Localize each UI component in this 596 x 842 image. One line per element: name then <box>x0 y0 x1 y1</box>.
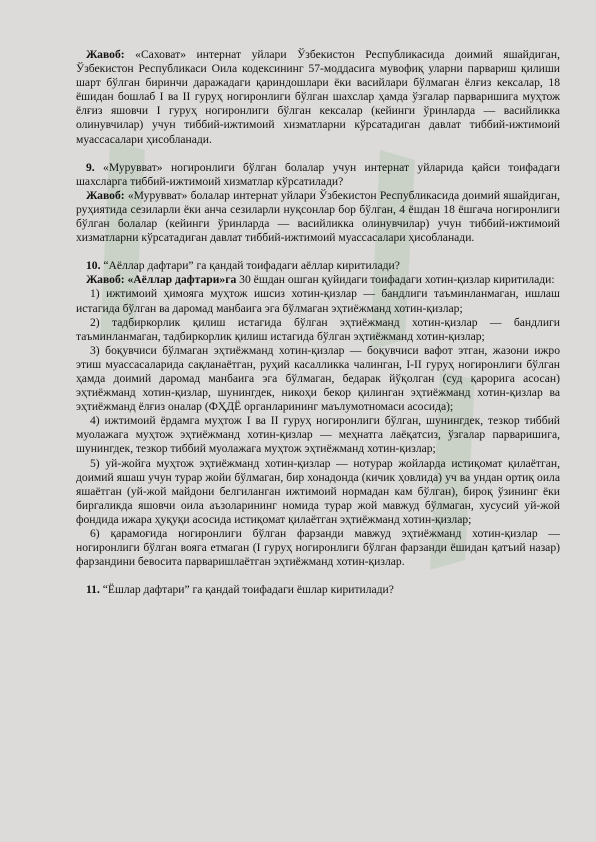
list-item: 2) тадбиркорлик қилиш истагида бўлган эҳтиёжманд хотин-қизлар — бандлиги таъминланмаган, тадбиркорлик қилиш истагида бўлган эҳтиёжманд хотин-қизлар; <box>76 315 560 343</box>
question-number: 11. <box>86 583 100 597</box>
question-11 <box>76 583 560 597</box>
answer-paragraph-10 <box>76 273 560 287</box>
answer-paragraph-8 <box>76 48 560 147</box>
question-text: “Ёшлар дафтари” га қандай тоифадаги ёшлар киритилади? <box>102 583 394 597</box>
question-text: «Мурувват» ногиронлиги бўлган болалар учун интернат уйларида қайси тоифадаги шахсларга тиббий-ижтимоий хизматлар кўрсатилади? <box>76 160 560 188</box>
answer-paragraph-9 <box>76 189 560 245</box>
list-item: 6) қарамоғида ногиронлиги бўлган фарзанди мавжуд эҳтиёжманд хотин-қизлар — ногиронлиги бўлган вояга етмаган (I гуруҳ ногиронлиги бўлган фарзанди ёшидан қатъий назар) фарзандини бевосита парваришлаётган эҳтиёжманд хотин-қизлар. <box>76 527 560 569</box>
answer-lead: Жавоб: «Аёллар дафтари»га <box>86 273 237 287</box>
answer-lead: Жавоб: <box>86 188 125 202</box>
list-item: 1) ижтимоий ҳимояга муҳтож ишсиз хотин-қизлар — бандлиги таъминланмаган, ишлаш истагида бўлган ва даромад манбаига эга бўлмаган эҳтиёжманд хотин-қизлар; <box>76 287 560 315</box>
question-10 <box>76 259 560 273</box>
list-item: 3) боқувчиси бўлмаган эҳтиёжманд хотин-қизлар — боқувчиси вафот этган, жазони ижро этиш муассасаларида сақланаётган, руҳий касалликка чалинган, I-II гуруҳ ногиронлиги бўлган ҳамда доимий даромад манбаига эга бўлмаган, бедарак йўқолган (суд қарорига асосан) эҳтиёжманд хотин-қизлар, шунингдек, никоҳи бекор қилинган эҳтиёжманд хотин-қизлар ва эҳтиёжманд ёлғиз оналар (ФҲДЁ органларининг маълумотномаси асосида); <box>76 343 560 414</box>
document-page <box>76 48 560 597</box>
question-number: 9. <box>86 160 95 174</box>
list-item: 4) ижтимоий ёрдамга муҳтож I ва II гуруҳ ногиронлиги бўлган, шунингдек, тезкор тиббий муолажага муҳтож эҳтиёжманд хотин-қизлар — меҳнатга лаёқатсиз, ўзгалар парваришига, шунингдек, тезкор тиббий муолажага муҳтож эҳтиёжманд хотин-қизлар; <box>76 414 560 456</box>
answer-text: «Саховат» интернат уйлари Ўзбекистон Республикасида доимий яшайдиган, Ўзбекистон Республикаси Оила кодексининг 57-моддасига мувофиқ уларни парвариш қилиши шарт бўлган биринчи даражадаги қариндошлари ёки васийлари бўлмаган ёлғиз кексалар, 18 ёшидан бошлаб I ва II гуруҳ ногиронлиги бўлган шахслар ҳамда ўзгалар парваришига муҳтож ёлғиз яшовчи I гуруҳ ногиронлиги бўлган кексалар (кейинги ўринларда — васийликка олинувчилар) учун тиббий-ижтимоий хизматларни кўрсатадиган давлат тиббий-ижтимоий муассасалари ҳисобланади. <box>76 48 560 146</box>
question-text: “Аёллар дафтари” га қандай тоифадаги аёллар киритилади? <box>103 259 400 273</box>
question-number: 10. <box>86 259 101 273</box>
answer-lead: Жавоб: <box>86 48 125 61</box>
answer-text: «Мурувват» болалар интернат уйлари Ўзбекистон Республикасида доимий яшайдиган, руҳиятида сезиларли ёки анча сезиларли нуқсонлар бор бўлган, 4 ёшдан 18 ёшгача ногиронлиги бўлган болалар (кейинги ўринларда — васийликка олинувчилар) учун тиббий-ижтимоий хизматларни кўрсатадиган давлат тиббий-ижтимоий муассасалари ҳисобланади. <box>76 188 560 245</box>
question-9 <box>76 161 560 189</box>
list-item: 5) уй-жойга муҳтож эҳтиёжманд хотин-қизлар — нотурар жойларда истиқомат қилаётган, доимий яшаш учун турар жойи бўлмаган, бир хонадонда (кичик ҳовлида) уч ва ундан ортиқ оила яшаётган (уй-жой майдони белгиланган ижтимоий нормадан кам бўлган), бироқ ўзининг ёки биргаликда яшовчи оила аъзоларининг номида турар жой мавжуд бўлмаган, хусусий уй-жой фондида ижара ҳуқуқи асосида истиқомат қилаётган эҳтиёжманд хотин-қизлар; <box>76 456 560 526</box>
answer-text: 30 ёшдан ошган қуйидаги тоифадаги хотин-қизлар киритилади: <box>236 273 555 287</box>
